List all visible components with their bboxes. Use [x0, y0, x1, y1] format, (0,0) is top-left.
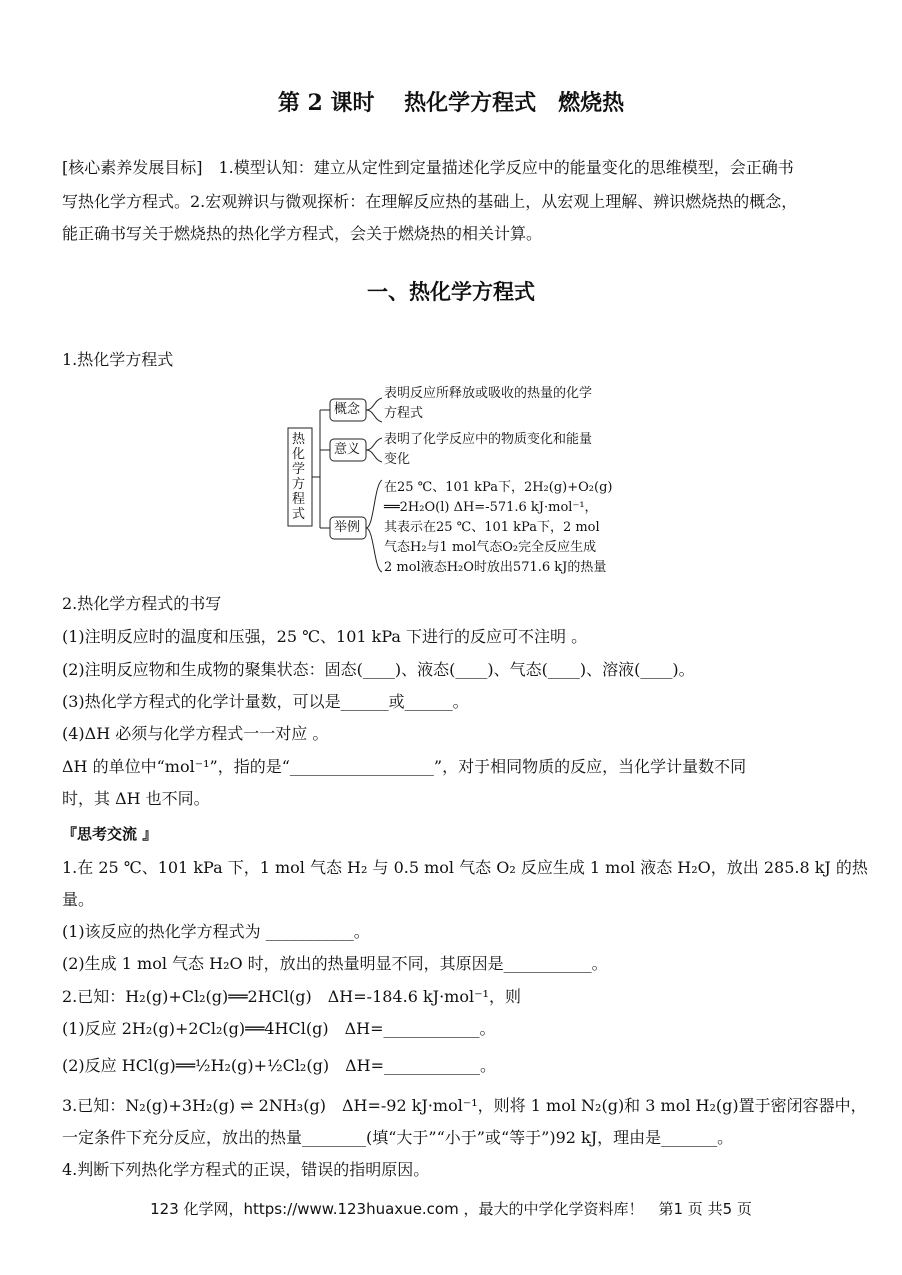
question-1-part-1: (1)该反应的热化学方程式为 ___________。 — [62, 922, 370, 941]
concept-map-root: 热化学方程式 — [292, 432, 306, 522]
meaning-text-1: 表明了化学反应中的物质变化和能量 — [384, 432, 593, 447]
question-3-line-1: 3.已知：N₂(g)+3H₂(g) ⇌ 2NH₃(g) ΔH=-92 kJ·mol⁻¹，则将 1 mol N₂(g)和 3 mol H₂(g)置于密闭容器中， — [62, 1096, 867, 1115]
concept-label: 概念 — [334, 402, 361, 417]
example-label: 举例 — [334, 520, 361, 535]
subheading-2: 2.热化学方程式的书写 — [62, 594, 222, 613]
meaning-label: 意义 — [334, 442, 361, 457]
writing-rule-2: (2)注明反应物和生成物的聚集状态：固态(____)、液态(____)、气态(____)、溶液(____)。 — [62, 660, 695, 679]
section-heading: 一、热化学方程式 — [367, 279, 535, 304]
example-text-5: 2 mol液态H₂O时放出571.6 kJ的热量 — [384, 560, 607, 575]
example-text-1: 在25 ℃、101 kPa下，2H₂(g)+O₂(g) — [384, 480, 613, 495]
question-1-line-1: 1.在 25 ℃、101 kPa 下，1 mol 气态 H₂ 与 0.5 mol 气态 O₂ 反应生成 1 mol 液态 H₂O，放出 285.8 kJ 的热 — [62, 858, 868, 877]
concept-text-2: 方程式 — [384, 406, 424, 421]
concept-text-1: 表明反应所释放或吸收的热量的化学 — [384, 386, 593, 401]
meaning-text-2: 变化 — [384, 452, 411, 467]
goals-line-2: 写热化学方程式。2.宏观辨识与微观探析：在理解反应热的基础上，从宏观上理解、辨识燃烧热的概念， — [62, 192, 798, 211]
question-2-part-1: (1)反应 2H₂(g)+2Cl₂(g)══4HCl(g) ΔH=____________。 — [62, 1019, 496, 1038]
think-heading: 『思考交流 』 — [62, 825, 158, 843]
question-4: 4.判断下列热化学方程式的正误，错误的指明原因。 — [62, 1160, 430, 1179]
writing-rule-5: ΔH 的单位中“mol⁻¹”，指的是“__________________”，对于相同物质的反应，当化学计量数不同 — [62, 757, 747, 776]
writing-rule-4: (4)ΔH 必须与化学方程式一一对应 。 — [62, 724, 329, 743]
writing-rule-6: 时，其 ΔH 也不同。 — [62, 789, 210, 808]
question-3-line-2: 一定条件下充分反应，放出的热量________(填“大于”“小于”或“等于”)92 kJ，理由是_______。 — [62, 1128, 734, 1147]
question-1-part-2: (2)生成 1 mol 气态 H₂O 时，放出的热量明显不同，其原因是___________。 — [62, 954, 608, 973]
page-footer: 123 化学网，https://www.123huaxue.com ，最大的中学化学资料库！ 第1 页 共5 页 — [150, 1200, 752, 1218]
question-2-line-1: 2.已知：H₂(g)+Cl₂(g)══2HCl(g) ΔH=-184.6 kJ·mol⁻¹，则 — [62, 987, 521, 1006]
example-text-3: 其表示在25 ℃、101 kPa下，2 mol — [384, 520, 600, 535]
goals-line-1: [核心素养发展目标] 1.模型认知：建立从定性到定量描述化学反应中的能量变化的思维模型，会正确书 — [62, 158, 794, 177]
question-1-line-2: 量。 — [62, 890, 95, 909]
writing-rule-1: (1)注明反应时的温度和压强，25 ℃、101 kPa 下进行的反应可不注明 。 — [62, 627, 588, 646]
example-text-2: ══2H₂O(l) ΔH=-571.6 kJ·mol⁻¹， — [384, 500, 598, 515]
example-text-4: 气态H₂与1 mol气态O₂完全反应生成 — [384, 540, 597, 555]
concept-map — [286, 380, 631, 580]
page-title: 第 2 课时 热化学方程式 燃烧热 — [277, 90, 625, 116]
question-2-part-2: (2)反应 HCl(g)══½H₂(g)+½Cl₂(g) ΔH=____________。 — [62, 1056, 496, 1075]
goals-line-3: 能正确书写关于燃烧热的热化学方程式，会关于燃烧热的相关计算。 — [62, 224, 543, 243]
writing-rule-3: (3)热化学方程式的化学计量数，可以是______或______。 — [62, 692, 469, 711]
subheading-1: 1.热化学方程式 — [62, 350, 174, 369]
